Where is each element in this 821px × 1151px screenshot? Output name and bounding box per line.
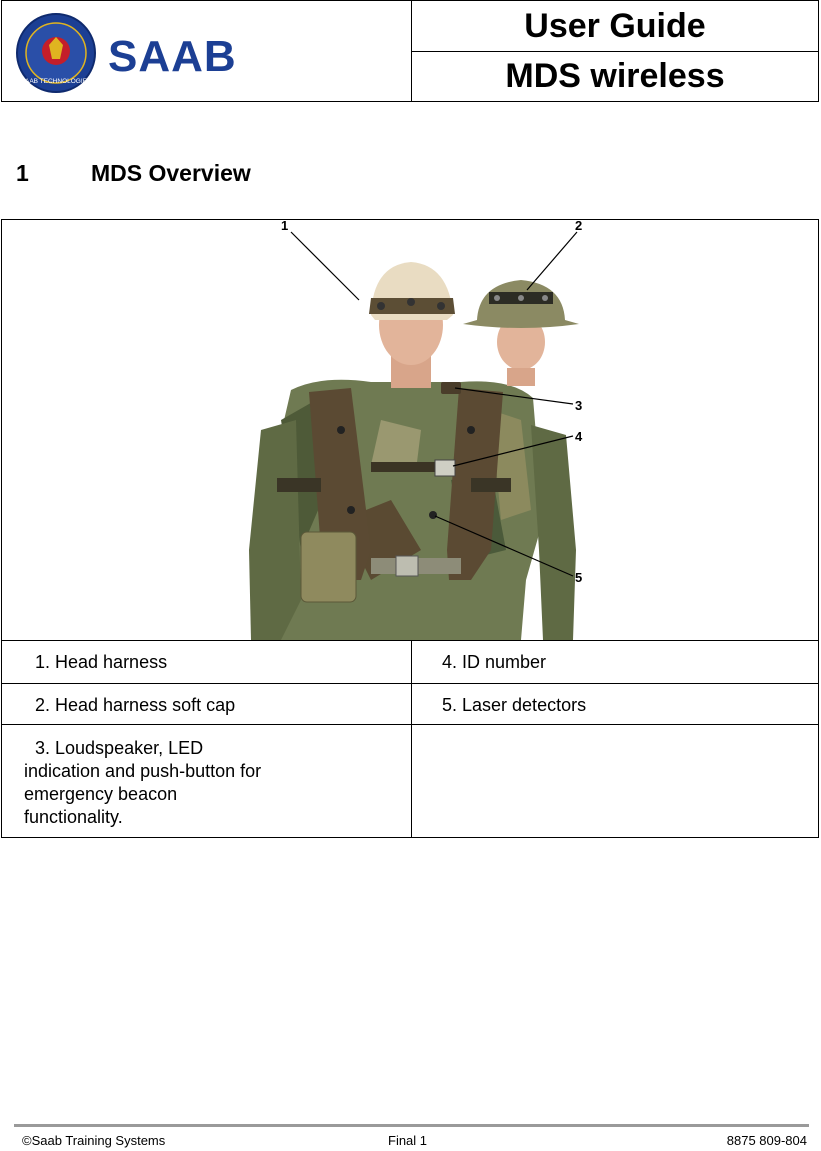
footer-divider: [14, 1124, 809, 1127]
soft-cap-inset: [463, 267, 579, 386]
logo-wordmark: SAAB: [108, 32, 237, 81]
legend-row: [1, 683, 819, 724]
callout-label-2: 2: [575, 220, 583, 233]
saab-logo: [16, 9, 286, 99]
legend-cell-empty: [412, 725, 818, 837]
legend-item-loudspeaker: 3. Loudspeaker, LED indication and push-button for emergency beacon functionality.: [24, 738, 262, 827]
section-number: 1: [16, 160, 29, 186]
legend-cell: [412, 641, 818, 683]
section-title: MDS Overview: [91, 160, 251, 186]
legend-row: [1, 640, 819, 683]
legend-item-laser-detectors: 5. Laser detectors: [442, 695, 587, 715]
footer-doc-number: 8875 809-804: [726, 1133, 807, 1148]
legend-cell: [2, 684, 412, 724]
legend-cell: [2, 641, 412, 683]
logo-badge-text: SAAB TECHNOLOGIES: [20, 78, 92, 85]
callout-label-1: 1: [281, 220, 289, 233]
legend-item-head-harness: 1. Head harness: [35, 652, 168, 672]
legend-cell: [2, 725, 412, 837]
document-header: [1, 0, 819, 102]
figure-cell: [1, 219, 819, 640]
legend-item-soft-cap: 2. Head harness soft cap: [35, 695, 236, 715]
footer-status: Final 1: [388, 1133, 428, 1148]
callout-line-1: [291, 232, 359, 300]
legend-cell: [412, 684, 818, 724]
callout-label-4: 4: [575, 429, 583, 444]
soldier-equipment-figure: [221, 220, 607, 640]
legend-item-id-number: 4. ID number: [442, 652, 547, 672]
document-title: User Guide: [412, 1, 818, 52]
callout-label-5: 5: [575, 570, 583, 585]
footer-copyright: ©Saab Training Systems: [22, 1133, 166, 1148]
callout-label-3: 3: [575, 398, 583, 413]
logo-cell: [2, 1, 412, 101]
legend-row: [1, 724, 819, 838]
document-subtitle: MDS wireless: [505, 57, 725, 95]
section-heading: [16, 160, 251, 187]
